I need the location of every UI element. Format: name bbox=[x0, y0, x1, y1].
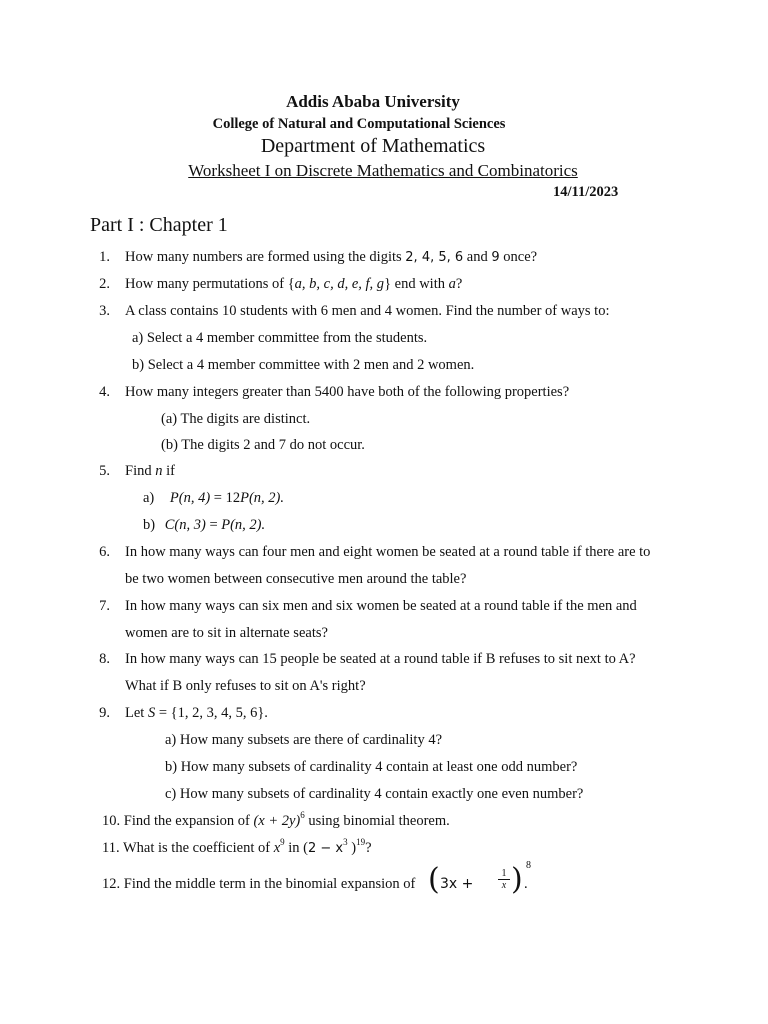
math-op: = bbox=[205, 517, 222, 533]
worksheet-title: Worksheet I on Discrete Mathematics and Combinatorics bbox=[188, 161, 578, 180]
math-exponent: 19 bbox=[356, 837, 366, 847]
math-op: = 12 bbox=[210, 490, 241, 506]
text-segment: in ( bbox=[284, 840, 308, 856]
question-number: 9. bbox=[99, 705, 110, 721]
text-segment: if bbox=[162, 463, 175, 479]
math-expr: P(n, 2). bbox=[240, 490, 284, 506]
math-digits: 2, 4, 5, 6 bbox=[405, 250, 464, 265]
question-text: A class contains 10 students with 6 men and 4 women. Find the number of ways to: bbox=[125, 303, 610, 319]
question-number: 6. bbox=[99, 544, 110, 560]
text-segment: How many permutations of { bbox=[125, 276, 295, 292]
left-paren: ( bbox=[428, 862, 440, 897]
subquestion: (b) The digits 2 and 7 do not occur. bbox=[161, 437, 365, 453]
text-segment: and bbox=[463, 249, 492, 265]
question-number: 4. bbox=[99, 384, 110, 400]
subquestion: (a) The digits are distinct. bbox=[161, 411, 311, 427]
text-segment: Find the expansion of bbox=[120, 813, 254, 829]
math-exponent: 9 bbox=[280, 837, 285, 847]
subquestion: a) Select a 4 member committee from the students. bbox=[132, 330, 428, 346]
subquestion: b) How many subsets of cardinality 4 contain at least one odd number? bbox=[165, 759, 578, 775]
math-exponent: 3 bbox=[343, 837, 348, 847]
question-text-line: What if B only refuses to sit on A's right? bbox=[125, 678, 366, 694]
question-text-line: In how many ways can six men and six women be seated at a round table if the men and bbox=[125, 598, 637, 614]
text-segment: ? bbox=[455, 276, 463, 292]
question-text bbox=[125, 276, 462, 293]
part-title: Part I : Chapter 1 bbox=[90, 214, 228, 236]
question-text-line: be two women between consecutive men around the table? bbox=[125, 571, 467, 587]
subquestion: c) How many subsets of cardinality 4 contain exactly one even number? bbox=[165, 786, 584, 802]
question-number: 1. bbox=[99, 249, 110, 265]
subquestion: a) How many subsets are there of cardinality 4? bbox=[165, 732, 443, 748]
question-number: 10. bbox=[102, 813, 121, 829]
subquestion bbox=[143, 517, 265, 534]
question-11 bbox=[102, 837, 372, 857]
question-number: 2. bbox=[99, 276, 110, 292]
math-equation bbox=[165, 517, 265, 533]
math-expr: P(n, 4) bbox=[169, 490, 211, 506]
math-expr: 2 − x bbox=[307, 841, 344, 856]
text-segment: How many numbers are formed using the digits bbox=[125, 249, 406, 265]
question-number: 5. bbox=[99, 463, 110, 479]
question-text: How many integers greater than 5400 have both of the following properties? bbox=[125, 384, 570, 400]
text-segment: ? bbox=[365, 840, 372, 856]
math-set: a, b, c, d, e, f, g bbox=[294, 276, 385, 292]
department-name: Department of Mathematics bbox=[260, 135, 486, 157]
text-segment: = {1, 2, 3, 4, 5, 6}. bbox=[155, 705, 268, 721]
question-text bbox=[125, 249, 537, 266]
text-segment: Find bbox=[125, 463, 156, 479]
question-text-line: women are to sit in alternate seats? bbox=[125, 625, 328, 641]
subquestion bbox=[143, 490, 284, 507]
question-number: 3. bbox=[99, 303, 110, 319]
question-number: 11. bbox=[102, 840, 120, 856]
math-exponent: 6 bbox=[300, 810, 305, 820]
question-12 bbox=[102, 876, 415, 893]
question-number: 12. bbox=[102, 876, 121, 892]
question-10 bbox=[102, 810, 450, 830]
math-expr: P(n, 2). bbox=[221, 517, 266, 533]
subquestion-label: b) bbox=[143, 517, 156, 533]
question-text bbox=[125, 705, 268, 722]
text-segment: ) bbox=[347, 840, 357, 856]
text-segment: . bbox=[524, 876, 528, 892]
math-variable: a bbox=[448, 276, 456, 292]
fraction-denominator: x bbox=[501, 880, 507, 891]
math-variable: x bbox=[273, 840, 281, 856]
question-text-line: In how many ways can 15 people be seated at a round table if B refuses to sit next to A? bbox=[125, 651, 636, 667]
right-paren: ) bbox=[511, 862, 523, 897]
university-name: Addis Ababa University bbox=[286, 92, 460, 111]
math-variable: S bbox=[147, 705, 156, 721]
text-segment: using binomial theorem. bbox=[304, 813, 450, 829]
worksheet-date: 14/11/2023 bbox=[553, 184, 619, 200]
math-exponent: 8 bbox=[526, 860, 531, 871]
question-text bbox=[125, 463, 175, 480]
math-equation bbox=[170, 490, 284, 506]
question-number: 8. bbox=[99, 651, 110, 667]
fraction bbox=[498, 868, 510, 891]
math-digit: 9 bbox=[491, 250, 500, 265]
question-number: 7. bbox=[99, 598, 110, 614]
math-expr: (x + 2y) bbox=[253, 813, 301, 829]
text-segment: Find the middle term in the binomial expansion of bbox=[123, 876, 416, 892]
college-name: College of Natural and Computational Sciences bbox=[212, 116, 506, 132]
text-segment: } end with bbox=[384, 276, 449, 292]
subquestion: b) Select a 4 member committee with 2 men and 2 women. bbox=[132, 357, 475, 373]
math-variable: n bbox=[155, 463, 163, 479]
question-text-line: In how many ways can four men and eight women be seated at a round table if there are to bbox=[125, 544, 651, 560]
subquestion-label: a) bbox=[143, 490, 155, 506]
text-segment: once? bbox=[499, 249, 538, 265]
text-segment: Let bbox=[125, 705, 148, 721]
text-segment: What is the coefficient of bbox=[122, 840, 274, 856]
math-expr: C(n, 3) bbox=[164, 517, 206, 533]
fraction-numerator: 1 bbox=[498, 868, 510, 880]
math-term: 3x + bbox=[440, 876, 474, 892]
